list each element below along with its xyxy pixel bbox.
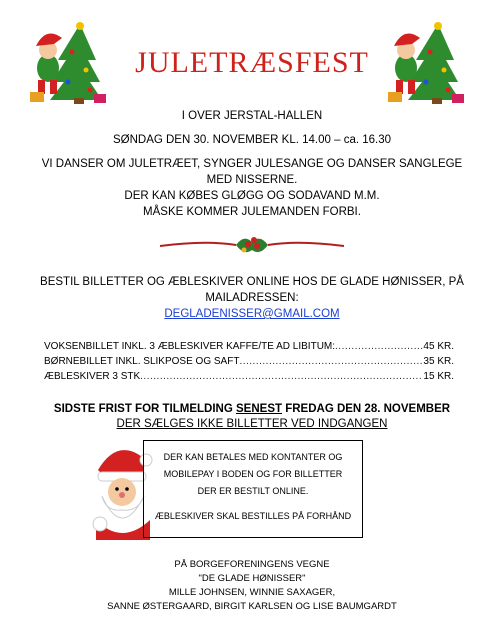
email-link[interactable]: DEGLADENISSER@GMAIL.COM — [164, 308, 340, 320]
price-label: ÆBLESKIVER 3 STK — [44, 371, 141, 382]
holly-divider-icon — [156, 230, 348, 260]
payment-info-text: DER KAN BETALES MED KONTANTER OG MOBILEPAY I BODEN OG FOR BILLETTER DER ER BESTILT ONLINE. — [163, 452, 343, 496]
activities-line-1: VI DANSER OM JULETRÆET, SYNGER JULESANGE OG DANSER SANGLEGE — [41, 158, 463, 170]
page-title: JULETRÆSFEST — [135, 46, 369, 79]
deadline-text — [0, 403, 504, 415]
price-row-aebleskiver — [44, 371, 454, 382]
price-row-child — [44, 356, 454, 367]
signature-line-1: PÅ BORGEFORENINGENS VEGNE — [174, 559, 330, 570]
location-text: I OVER JERSTAL-HALLEN — [181, 110, 323, 122]
price-label: VOKSENBILLET INKL. 3 ÆBLESKIVER KAFFE/TE AD LIBITUM: — [44, 341, 336, 352]
date-text: SØNDAG DEN 30. NOVEMBER KL. 14.00 – ca. 16.30 — [112, 134, 392, 146]
deadline-suffix: FREDAG DEN 28. NOVEMBER — [282, 403, 451, 415]
price-amount: 45 KR. — [423, 341, 454, 352]
signature-line-3: MILLE JOHNSEN, WINNIE SAXAGER, — [168, 587, 336, 598]
payment-info-box — [143, 440, 363, 538]
activities-line-3: DER KAN KØBES GLØGG OG SODAVAND M.M. — [124, 190, 380, 202]
price-row-adult — [44, 341, 454, 352]
activities-line-4: MÅSKE KOMMER JULEMANDEN FORBI. — [143, 206, 361, 218]
activities-line-2: MED NISSERNE. — [206, 174, 298, 186]
deadline-emphasis: SENEST — [236, 403, 283, 415]
order-line-2: MAILADRESSEN: — [205, 292, 299, 304]
deadline-prefix: SIDSTE FRIST FOR TILMELDING — [53, 403, 236, 415]
price-label: BØRNEBILLET INKL. SLIKPOSE OG SAFT — [44, 356, 240, 367]
order-line-1: BESTIL BILLETTER OG ÆBLESKIVER ONLINE HOS DE GLADE HØNISSER, PÅ — [40, 276, 464, 288]
price-amount: 15 KR. — [423, 371, 454, 382]
signature-line-2: "DE GLADE HØNISSER" — [198, 573, 306, 584]
price-amount: 35 KR. — [423, 356, 454, 367]
aebleskiver-preorder-text: ÆBLESKIVER SKAL BESTILLES PÅ FORHÅND — [154, 511, 352, 521]
signature-line-4: SANNE ØSTERGAARD, BIRGIT KARLSEN OG LISE BAUMGARDT — [107, 601, 397, 612]
no-door-sales-note: DER SÆLGES IKKE BILLETTER VED INDGANGEN — [116, 418, 388, 430]
